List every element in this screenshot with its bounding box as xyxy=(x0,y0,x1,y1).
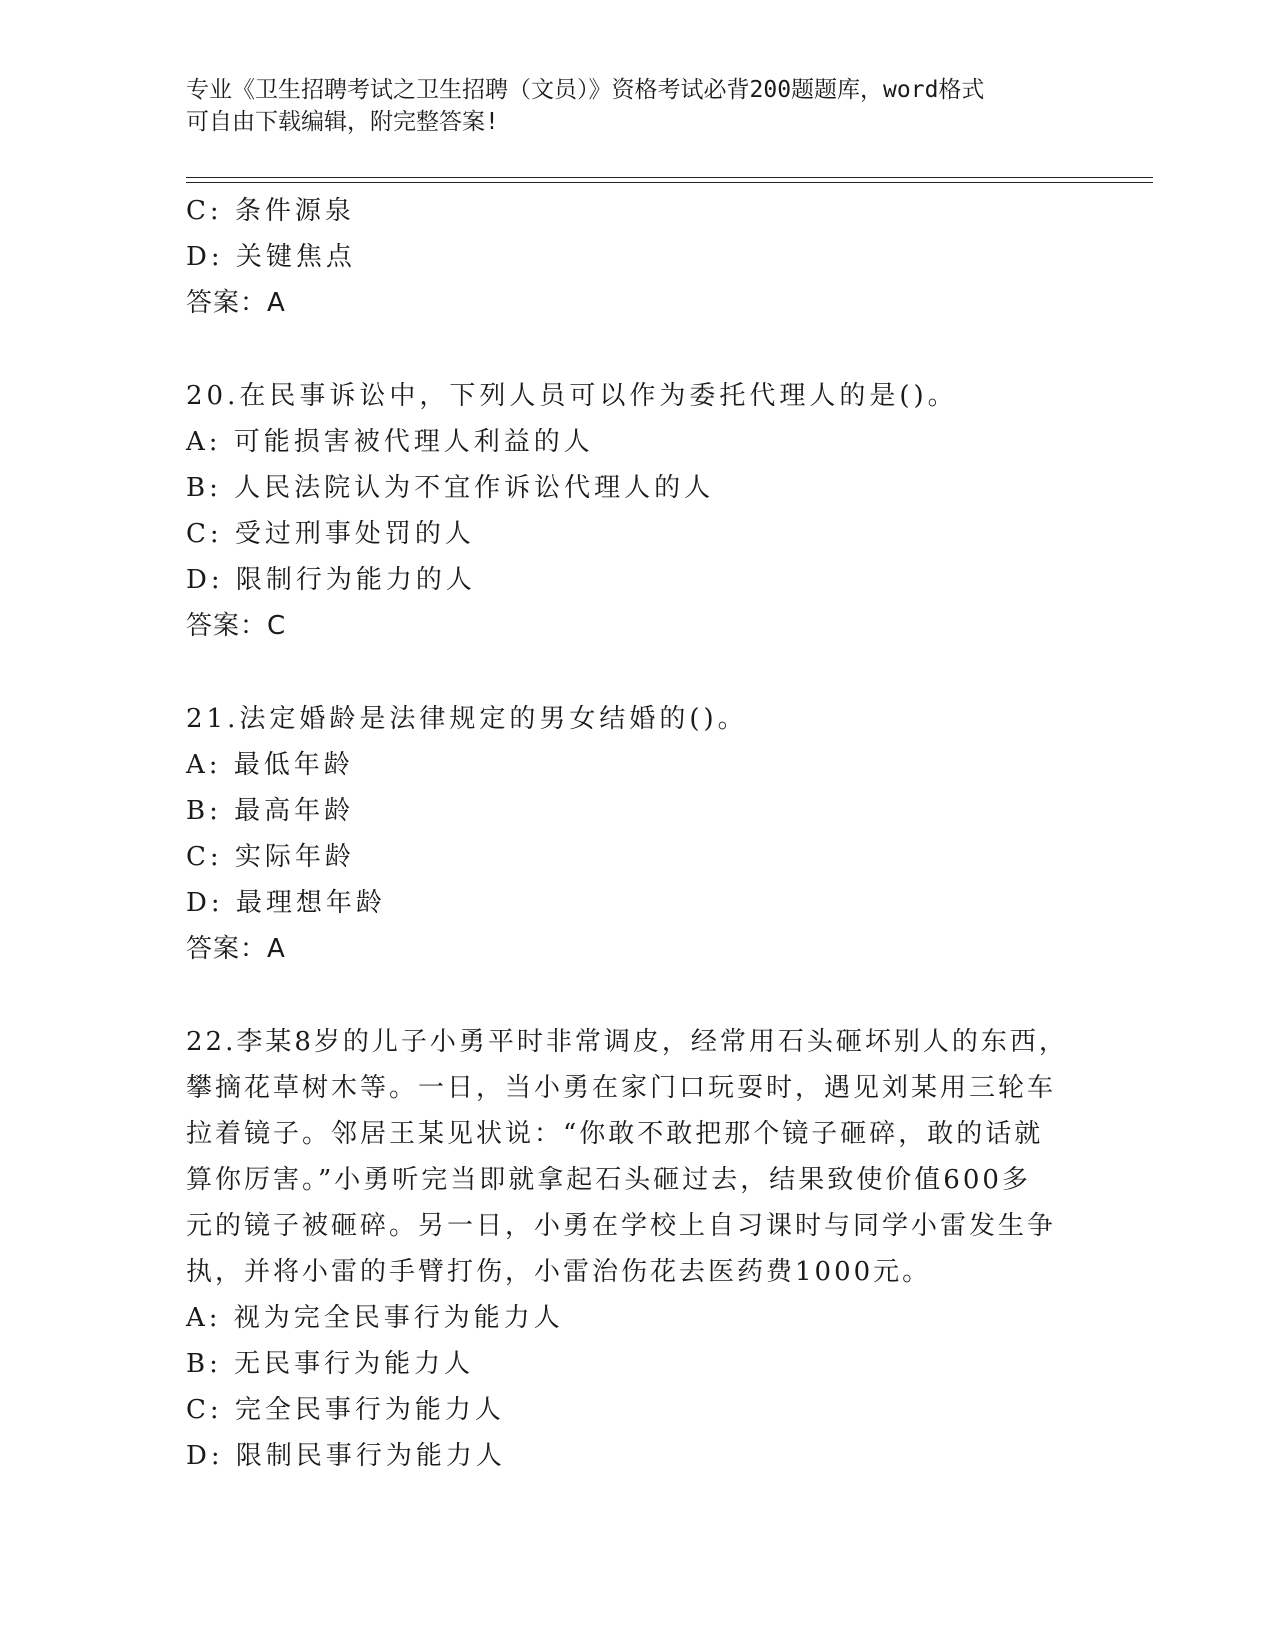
q20-answer: 答案：C xyxy=(186,611,287,641)
q22-option-c: C: 完全民事行为能力人 xyxy=(186,1395,505,1425)
q20-option-b: B: 人民法院认为不宜作诉讼代理人的人 xyxy=(186,473,715,503)
header-rule-bottom xyxy=(186,182,1153,183)
q21-option-c: C: 实际年龄 xyxy=(186,842,355,872)
q22-question-line-2: 攀摘花草树木等。一日，当小勇在家门口玩耍时，遇见刘某用三轮车 xyxy=(186,1073,1057,1103)
q20-option-d: D: 限制行为能力的人 xyxy=(186,565,476,595)
spacer xyxy=(186,326,1066,373)
q22-option-a: A: 视为完全民事行为能力人 xyxy=(186,1303,564,1333)
q22-question-line-5: 元的镜子被砸碎。另一日，小勇在学校上自习课时与同学小雷发生争 xyxy=(186,1211,1057,1241)
header-rule-top xyxy=(186,177,1153,178)
q22-question-line-3: 拉着镜子。邻居王某见状说：“你敢不敢把那个镜子砸碎，敢的话就 xyxy=(186,1119,1044,1149)
q21-option-d: D: 最理想年龄 xyxy=(186,888,386,918)
spacer xyxy=(186,972,1066,1019)
q22-question-line-6: 执，并将小雷的手臂打伤，小雷治伤花去医药费1000元。 xyxy=(186,1257,932,1287)
q21-question: 21.法定婚龄是法律规定的男女结婚的()。 xyxy=(186,704,748,734)
q19-option-d: D: 关键焦点 xyxy=(186,242,356,272)
q22-option-d: D: 限制民事行为能力人 xyxy=(186,1441,506,1471)
q20-option-a: A: 可能损害被代理人利益的人 xyxy=(186,427,594,457)
header-title-line-2: 可自由下载编辑，附完整答案! xyxy=(186,109,499,135)
q19-answer: 答案：A xyxy=(186,288,286,318)
q22-question-line-1: 22.李某8岁的儿子小勇平时非常调皮，经常用石头砸坏别人的东西， xyxy=(186,1027,1068,1057)
page-header xyxy=(186,74,1066,138)
header-title-line-1: 专业《卫生招聘考试之卫生招聘（文员）》资格考试必背200题题库，word格式 xyxy=(186,77,985,103)
q21-option-a: A: 最低年龄 xyxy=(186,750,354,780)
q21-answer: 答案：A xyxy=(186,934,286,964)
spacer xyxy=(186,649,1066,696)
q21-option-b: B: 最高年龄 xyxy=(186,796,355,826)
q22-option-b: B: 无民事行为能力人 xyxy=(186,1349,475,1379)
q20-option-c: C: 受过刑事处罚的人 xyxy=(186,519,475,549)
q19-option-c: C: 条件源泉 xyxy=(186,196,355,226)
document-body xyxy=(186,188,1066,1479)
q20-question: 20.在民事诉讼中，下列人员可以作为委托代理人的是()。 xyxy=(186,381,958,411)
q22-question-line-4: 算你厉害。”小勇听完当即就拿起石头砸过去，结果致使价值600多 xyxy=(186,1165,1031,1195)
